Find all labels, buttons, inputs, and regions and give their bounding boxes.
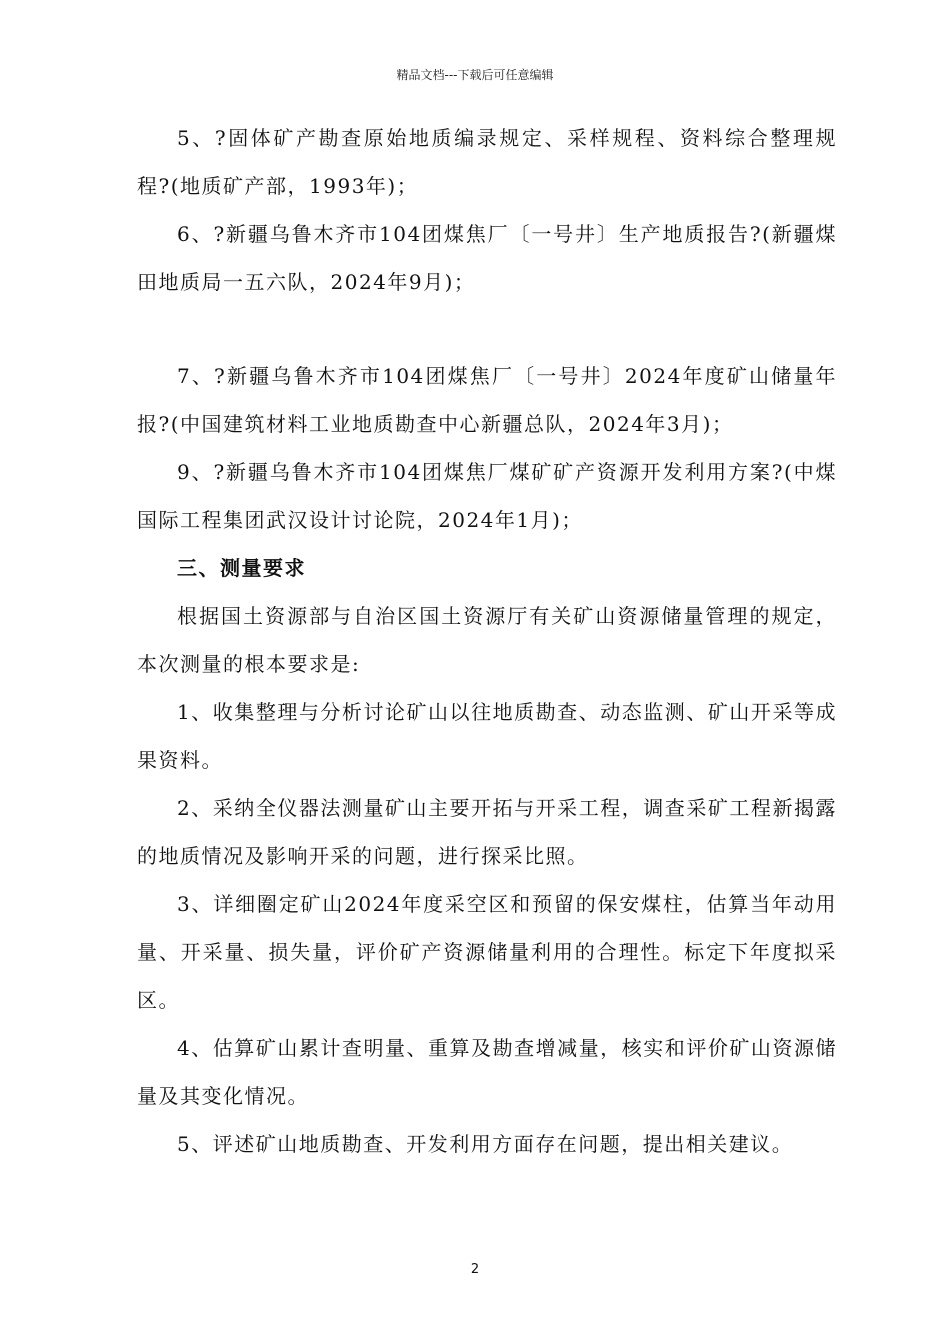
requirement-item-4: 4、估算矿山累计查明量、重算及勘查增减量，核实和评价矿山资源储量及其变化情况。 bbox=[137, 1036, 837, 1108]
section-intro: 根据国土资源部与自治区国土资源厅有关矿山资源储量管理的规定，本次测量的根本要求是: bbox=[137, 604, 837, 676]
page-header: 精品文档---下载后可任意编辑 bbox=[396, 68, 554, 82]
reference-item-9: 9、?新疆乌鲁木齐市104团煤焦厂煤矿矿产资源开发利用方案?(中煤国际工程集团武汉设计讨论院，2024年1月)； bbox=[137, 460, 837, 532]
reference-item-5: 5、?固体矿产勘查原始地质编录规定、采样规程、资料综合整理规程?(地质矿产部，1993年)； bbox=[137, 126, 837, 198]
document-body bbox=[137, 114, 837, 1168]
section-heading: 三、测量要求 bbox=[177, 556, 306, 580]
reference-item-6: 6、?新疆乌鲁木齐市104团煤焦厂〔一号井〕生产地质报告?(新疆煤田地质局一五六队，2024年9月)； bbox=[137, 222, 837, 294]
requirement-item-5: 5、评述矿山地质勘查、开发利用方面存在问题，提出相关建议。 bbox=[177, 1132, 794, 1156]
requirement-item-2: 2、采纳全仪器法测量矿山主要开拓与开采工程，调查采矿工程新揭露的地质情况及影响开采的问题，进行探采比照。 bbox=[137, 796, 837, 868]
requirement-item-1: 1、收集整理与分析讨论矿山以往地质勘查、动态监测、矿山开采等成果资料。 bbox=[137, 700, 837, 772]
reference-item-7: 7、?新疆乌鲁木齐市104团煤焦厂〔一号井〕2024年度矿山储量年报?(中国建筑材料工业地质勘查中心新疆总队，2024年3月)； bbox=[137, 364, 837, 436]
page-number: 2 bbox=[470, 1262, 480, 1277]
requirement-item-3: 3、详细圈定矿山2024年度采空区和预留的保安煤柱，估算当年动用量、开采量、损失量，评价矿产资源储量利用的合理性。标定下年度拟采区。 bbox=[137, 892, 837, 1012]
